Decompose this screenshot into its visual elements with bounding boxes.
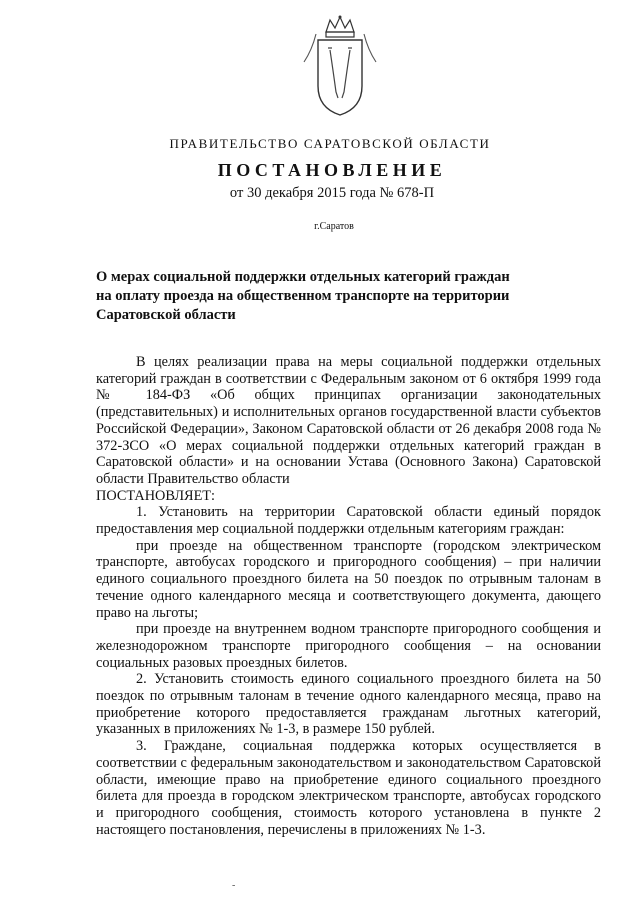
footer-mark: - xyxy=(232,880,236,891)
document-body xyxy=(96,354,601,838)
clause-1-paragraph: 1. Установить на территории Саратовской области единый порядок предоставления мер социальной поддержки отдельным категориям граждан: xyxy=(96,504,601,538)
resolves-heading: ПОСТАНОВЛЯЕТ: xyxy=(96,487,216,504)
document-title: О мерах социальной поддержки отдельных категорий граждан на оплату проезда на общественном транспорте на территории Саратовской области xyxy=(96,269,510,323)
clause-3-paragraph: 3. Граждане, социальная поддержка которых осуществляется в соответствии с федеральным законодательством и законодательством Саратовской области, имеющие право на приобретение единого социального проездного билета для проезда в городском электрическом транспорте, автобусах городского и пригородного сообщения, стоимость которого установлена в пункте 2 настоящего постановления, перечислены в приложениях № 1-3. xyxy=(96,738,601,838)
clause-1-item-water-rail: при проезде на внутреннем водном транспорте пригородного сообщения и железнодорожном транспорте пригородного сообщения – на основании социальных разовых проездных билетов. xyxy=(96,621,601,671)
document-city: г.Саратов xyxy=(314,221,354,232)
document-date-number: от 30 декабря 2015 года № 678-П xyxy=(229,185,435,201)
government-name: ПРАВИТЕЛЬСТВО САРАТОВСКОЙ ОБЛАСТИ xyxy=(169,136,491,151)
document-type: ПОСТАНОВЛЕНИЕ xyxy=(217,160,447,180)
preamble-paragraph: В целях реализации права на меры социальной поддержки отдельных категорий граждан в соответствии с Федеральным законом от 6 октября 1999 года № 184-ФЗ «Об общих принципах организации законодательных (представительных) и исполнительных органов государственной власти субъектов Российской Федерации», Законом Саратовской области от 26 декабря 2008 года № 372-ЗСО «О мерах социальной поддержки отдельных категорий граждан в Саратовской области» и на основании Устава (Основного Закона) Саратовской области Правительство области xyxy=(96,354,601,487)
clause-2-paragraph: 2. Установить стоимость единого социального проездного билета на 50 поездок по отрывным талонам в течение одного календарного месяца, право на приобретение которого предоставляется гражданам льготных категорий, указанных в приложениях № 1-3, в размере 150 рублей. xyxy=(96,671,601,738)
clause-1-item-public-transport: при проезде на общественном транспорте (городском электрическом транспорте, автобусах городского и пригородного сообщения) – при наличии единого социального проездного билета на 50 поездок по отрывным талонам в течение одного календарного месяца и соответствующего документа, дающего право на льготы; xyxy=(96,537,601,621)
coat-of-arms-icon xyxy=(300,14,380,118)
